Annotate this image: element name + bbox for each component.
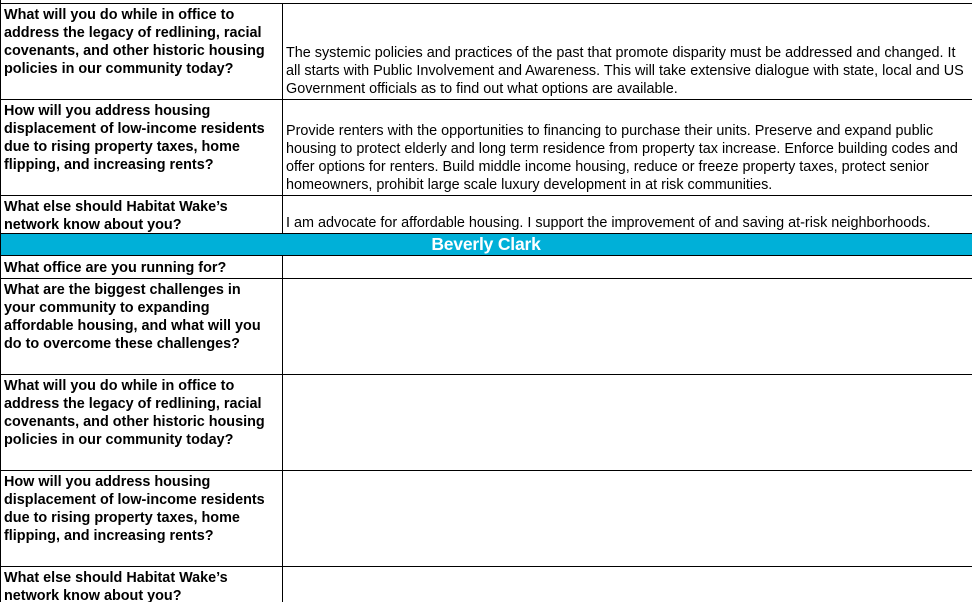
question-cell[interactable]	[0, 195, 283, 233]
answer-text: I am advocate for affordable housing. I support the improvement of and saving at-risk neighborhoods.	[286, 215, 931, 231]
answer-text: Provide renters with the opportunities to financing to purchase their units. Preserve and expand public housing to protect elderly and long term residence from property tax increase. Enforce building codes and offer options for renters. Build middle income housing, reduce or freeze property taxes, protect senior homeowners, prohibit large scale luxury development in at risk communities.	[286, 123, 958, 193]
question-text: What will you do while in office to address the legacy of redlining, racial covenants, and other historic housing policies in our community today?	[4, 7, 265, 77]
table-row	[0, 195, 972, 233]
table-row	[0, 470, 972, 566]
question-text: How will you address housing displacement of low-income residents due to rising property taxes, home flipping, and increasing rents?	[4, 103, 265, 173]
question-cell[interactable]	[0, 99, 283, 195]
answer-cell[interactable]	[283, 256, 972, 278]
candidate-name-header[interactable]: Beverly Clark	[0, 233, 972, 256]
answer-cell[interactable]	[283, 374, 972, 470]
question-cell[interactable]	[0, 470, 283, 566]
question-cell[interactable]	[0, 256, 283, 278]
answer-cell[interactable]	[283, 195, 972, 233]
grid-line	[0, 0, 1, 602]
table-row	[0, 374, 972, 470]
answer-text: The systemic policies and practices of the past that promote disparity must be addressed and changed. It all starts with Public Involvement and Awareness. This will take extensive dialogue with state, local and US Government officials as to find out what options are available.	[286, 45, 964, 97]
answer-cell[interactable]	[283, 566, 972, 602]
question-cell[interactable]	[0, 278, 283, 374]
table-row	[0, 566, 972, 602]
question-cell[interactable]	[0, 374, 283, 470]
table-row	[0, 278, 972, 374]
question-text: What else should Habitat Wake’s network know about you?	[4, 199, 228, 233]
answer-cell[interactable]	[283, 3, 972, 99]
answer-cell[interactable]	[283, 470, 972, 566]
table-row	[0, 256, 972, 278]
answer-cell[interactable]	[283, 99, 972, 195]
answer-cell[interactable]	[283, 278, 972, 374]
table-row	[0, 99, 972, 195]
question-text: What will you do while in office to address the legacy of redlining, racial covenants, and other historic housing policies in our community today?	[4, 378, 265, 448]
table-row	[0, 3, 972, 99]
question-text: What are the biggest challenges in your community to expanding affordable housing, and what will you do to overcome these challenges?	[4, 282, 261, 352]
question-text: What else should Habitat Wake’s network know about you?	[4, 570, 228, 602]
question-cell[interactable]	[0, 3, 283, 99]
question-text: How will you address housing displacement of low-income residents due to rising property taxes, home flipping, and increasing rents?	[4, 474, 265, 544]
grid-line	[0, 3, 972, 4]
question-text: What office are you running for?	[4, 260, 227, 276]
question-cell[interactable]	[0, 566, 283, 602]
